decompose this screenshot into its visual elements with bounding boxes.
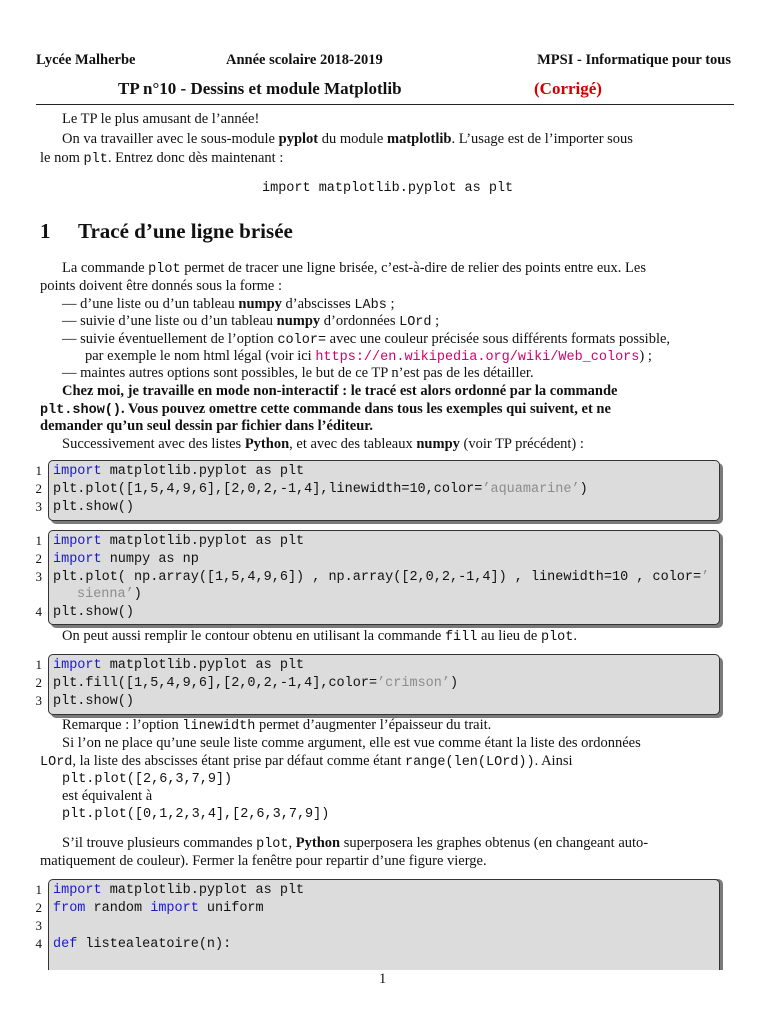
list-item: — suivie éventuellement de l’option color= avec une couleur précisée sous différents formats possible,: [62, 331, 671, 348]
paragraph-plot-1: La commande plot permet de tracer une ligne brisée, c’est-à-dire de relier des points entre eux. Les: [62, 260, 646, 277]
course-name: MPSI - Informatique pour tous: [537, 52, 731, 68]
code-line: plt.plot([1,5,4,9,6],[2,0,2,-1,4],linewidth=10,color=’aquamarine’): [53, 482, 588, 497]
section-heading: [40, 219, 293, 244]
line-number: 2: [35, 481, 42, 496]
line-number: 4: [35, 936, 42, 951]
section-title: Tracé d’une ligne brisée: [78, 219, 293, 243]
code-line: plt.show(): [53, 694, 135, 709]
code-line: plt.show(): [53, 500, 135, 515]
code-line-continuation: sienna’): [77, 587, 142, 602]
line-number: 3: [35, 499, 42, 514]
list-item: — maintes autres options sont possibles, le but de ce TP n’est pas de les détailler.: [62, 365, 534, 381]
line-number: 2: [35, 675, 42, 690]
list-item: — suivie d’une liste ou d’un tableau numpy d’ordonnées LOrd ;: [62, 313, 440, 330]
line-number: 1: [35, 533, 42, 548]
list-item: — d’une liste ou d’un tableau numpy d’abscisses LAbs ;: [62, 296, 395, 313]
web-colors-link[interactable]: https://en.wikipedia.org/wiki/Web_colors: [315, 350, 640, 365]
section-number: 1: [40, 219, 51, 243]
code-line: plt.show(): [53, 605, 135, 620]
code-line: plt.plot( np.array([1,5,4,9,6]) , np.array([2,0,2,-1,4]) , linewidth=10 , color=’: [53, 570, 710, 585]
paragraph-fill: On peut aussi remplir le contour obtenu en utilisant la commande fill au lieu de plot.: [62, 628, 578, 645]
page-number: 1: [379, 971, 387, 987]
header-rule: [36, 104, 734, 105]
line-number: 1: [35, 882, 42, 897]
code-line: import matplotlib.pyplot as plt: [53, 883, 305, 898]
line-number: 2: [35, 900, 42, 915]
example-text: est équivalent à: [62, 788, 153, 804]
line-number: 3: [35, 569, 42, 584]
remark-single-list: Si l’on ne place qu’une seule liste comme argument, elle est vue comme étant la liste des ordonnées: [62, 735, 641, 751]
import-statement: import matplotlib.pyplot as plt: [262, 181, 514, 196]
intro-line-2: On va travailler avec le sous-module pyplot du module matplotlib. L’usage est de l’importer sous: [62, 131, 633, 147]
code-line: def listealeatoire(n):: [53, 937, 232, 952]
intro-line-3: le nom plt. Entrez donc dès maintenant :: [40, 150, 284, 167]
paragraph-superpose: S’il trouve plusieurs commandes plot, Python superposera les graphes obtenus (en changeant auto-: [62, 835, 649, 852]
code-line: plt.fill([1,5,4,9,6],[2,0,2,-1,4],color=’crimson’): [53, 676, 459, 691]
line-number: 1: [35, 463, 42, 478]
code-line: import numpy as np: [53, 552, 199, 567]
code-line: import matplotlib.pyplot as plt: [53, 464, 305, 479]
corrige-label: (Corrigé): [534, 79, 602, 98]
paragraph-plot-2: points doivent être donnés sous la forme :: [40, 278, 283, 294]
example-code: plt.plot([2,6,3,7,9]): [62, 772, 233, 787]
school-year: Année scolaire 2018-2019: [226, 52, 383, 68]
line-number: 2: [35, 551, 42, 566]
remark-linewidth: Remarque : l’option linewidth permet d’augmenter l’épaisseur du trait.: [62, 717, 492, 734]
line-number: 3: [35, 918, 42, 933]
bold-note-3: demander qu’un seul dessin par fichier dans l’éditeur.: [40, 418, 374, 434]
line-number: 1: [35, 657, 42, 672]
line-number: 3: [35, 693, 42, 708]
example-code: plt.plot([0,1,2,3,4],[2,6,3,7,9]): [62, 807, 330, 822]
code-line: from random import uniform: [53, 901, 264, 916]
school-name: Lycée Malherbe: [36, 52, 136, 68]
paragraph-successively: Successivement avec des listes Python, et avec des tableaux numpy (voir TP précédent) :: [62, 436, 584, 452]
bold-note-2: plt.show(). Vous pouvez omettre cette commande dans tous les exemples qui suivent, et ne: [40, 401, 611, 418]
line-number: 4: [35, 604, 42, 619]
code-line: import matplotlib.pyplot as plt: [53, 534, 305, 549]
paragraph-superpose-2: matiquement de couleur). Fermer la fenêtre pour repartir d’une figure vierge.: [40, 853, 487, 869]
page-title: TP n°10 - Dessins et module Matplotlib: [118, 79, 402, 98]
list-item-continuation: par exemple le nom html légal (voir ici https://en.wikipedia.org/wiki/Web_colors) ;: [85, 348, 652, 365]
remark-single-list-2: LOrd, la liste des abscisses étant prise par défaut comme étant range(len(LOrd)). Ainsi: [40, 753, 573, 770]
bold-note-1: Chez moi, je travaille en mode non-interactif : le tracé est alors ordonné par la commande: [62, 383, 618, 399]
intro-line-1: Le TP le plus amusant de l’année!: [62, 111, 260, 127]
code-line: import matplotlib.pyplot as plt: [53, 658, 305, 673]
